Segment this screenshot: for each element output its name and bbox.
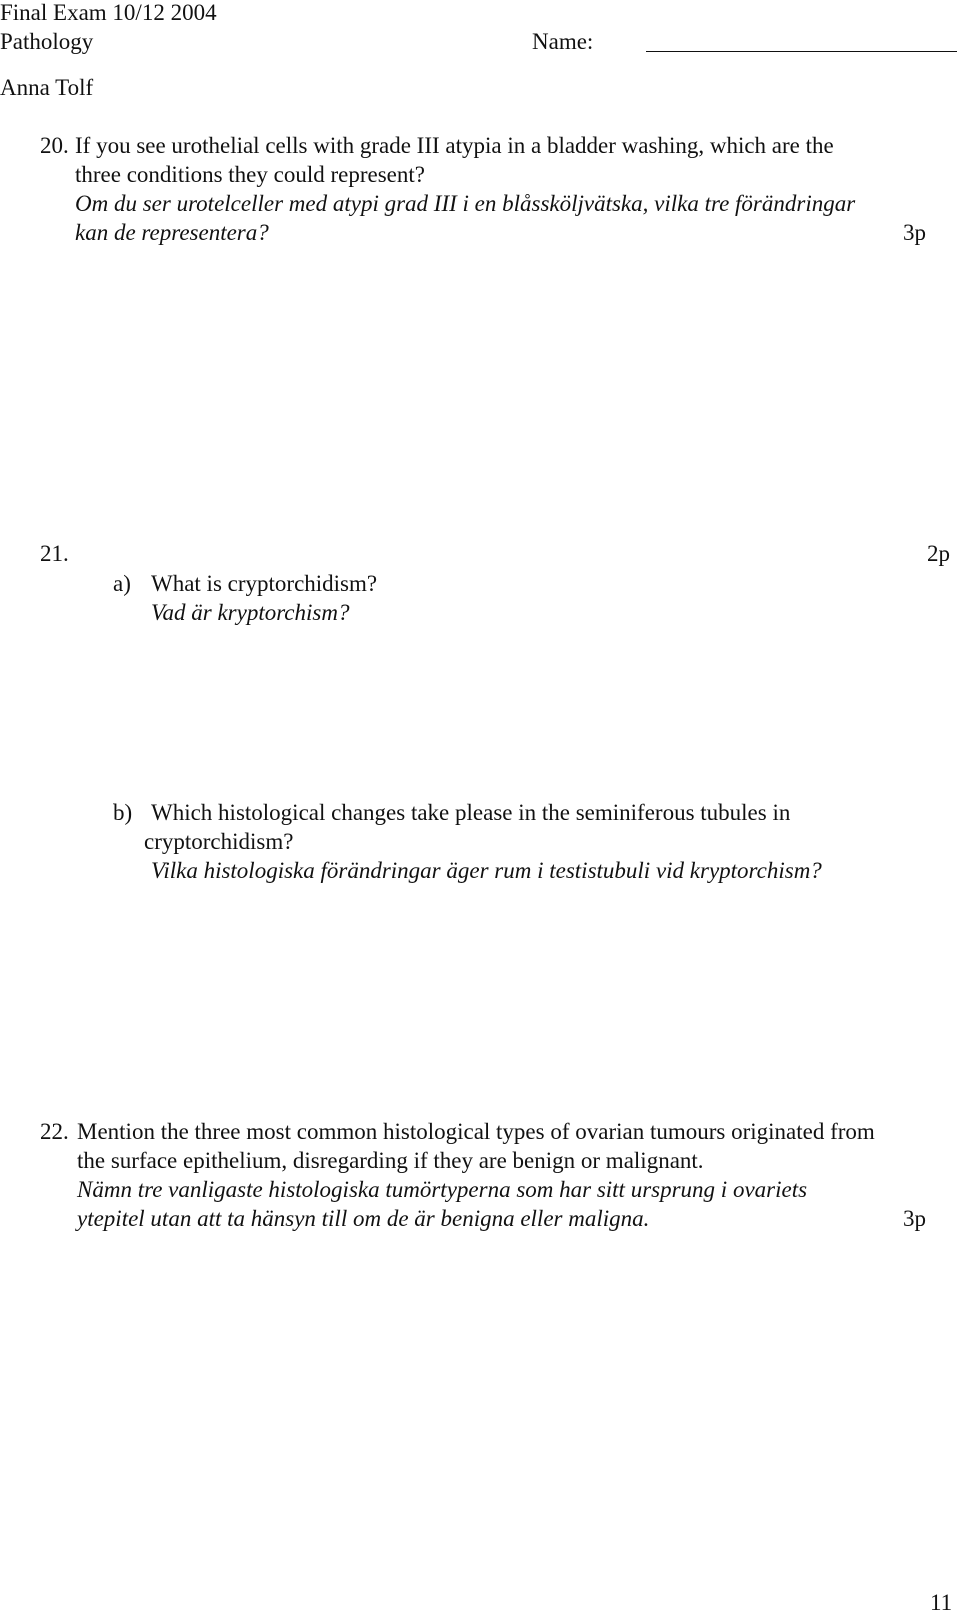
question-number: 22. [40, 1119, 69, 1144]
question-text-sv: Nämn tre vanligaste histologiska tumörtyperna som har sitt ursprung i ovariets [77, 1177, 808, 1202]
question-points: 2p [927, 541, 950, 566]
question-text-en: cryptorchidism? [144, 829, 294, 854]
question-text-sv: ytepitel utan att ta hänsyn till om de är benigna eller maligna. [77, 1206, 650, 1231]
part-letter: a) [113, 571, 131, 596]
question-text-en: Which histological changes take please in the seminiferous tubules in [151, 800, 791, 825]
name-input-line[interactable] [646, 51, 957, 52]
subject: Pathology [0, 29, 94, 54]
question-text-en: What is cryptorchidism? [151, 571, 378, 596]
page-number: 11 [930, 1590, 953, 1615]
question-text-sv: Om du ser urotelceller med atypi grad III i en blåsskölјvätska, vilka tre förändringar [75, 191, 856, 216]
question-text-en: If you see urothelial cells with grade III atypia in a bladder washing, which are the [75, 133, 834, 158]
question-number: 21. [40, 541, 69, 566]
question-number: 20. [40, 133, 69, 158]
exam-title: Final Exam 10/12 2004 [0, 0, 217, 25]
question-points: 3p [903, 220, 926, 245]
name-label: Name: [532, 29, 594, 54]
part-letter: b) [113, 800, 133, 825]
question-text-en: Mention the three most common histological types of ovarian tumours originated from [77, 1119, 875, 1144]
question-text-sv: Vad är kryptorchism? [151, 600, 350, 625]
question-text-en: three conditions they could represent? [75, 162, 425, 187]
question-text-sv: Vilka histologiska förändringar äger rum i testistubuli vid kryptorchism? [151, 858, 822, 883]
question-text-sv: kan de representera? [75, 220, 269, 245]
author: Anna Tolf [0, 75, 94, 100]
question-points: 3p [903, 1206, 926, 1231]
question-text-en: the surface epithelium, disregarding if they are benign or malignant. [77, 1148, 704, 1173]
